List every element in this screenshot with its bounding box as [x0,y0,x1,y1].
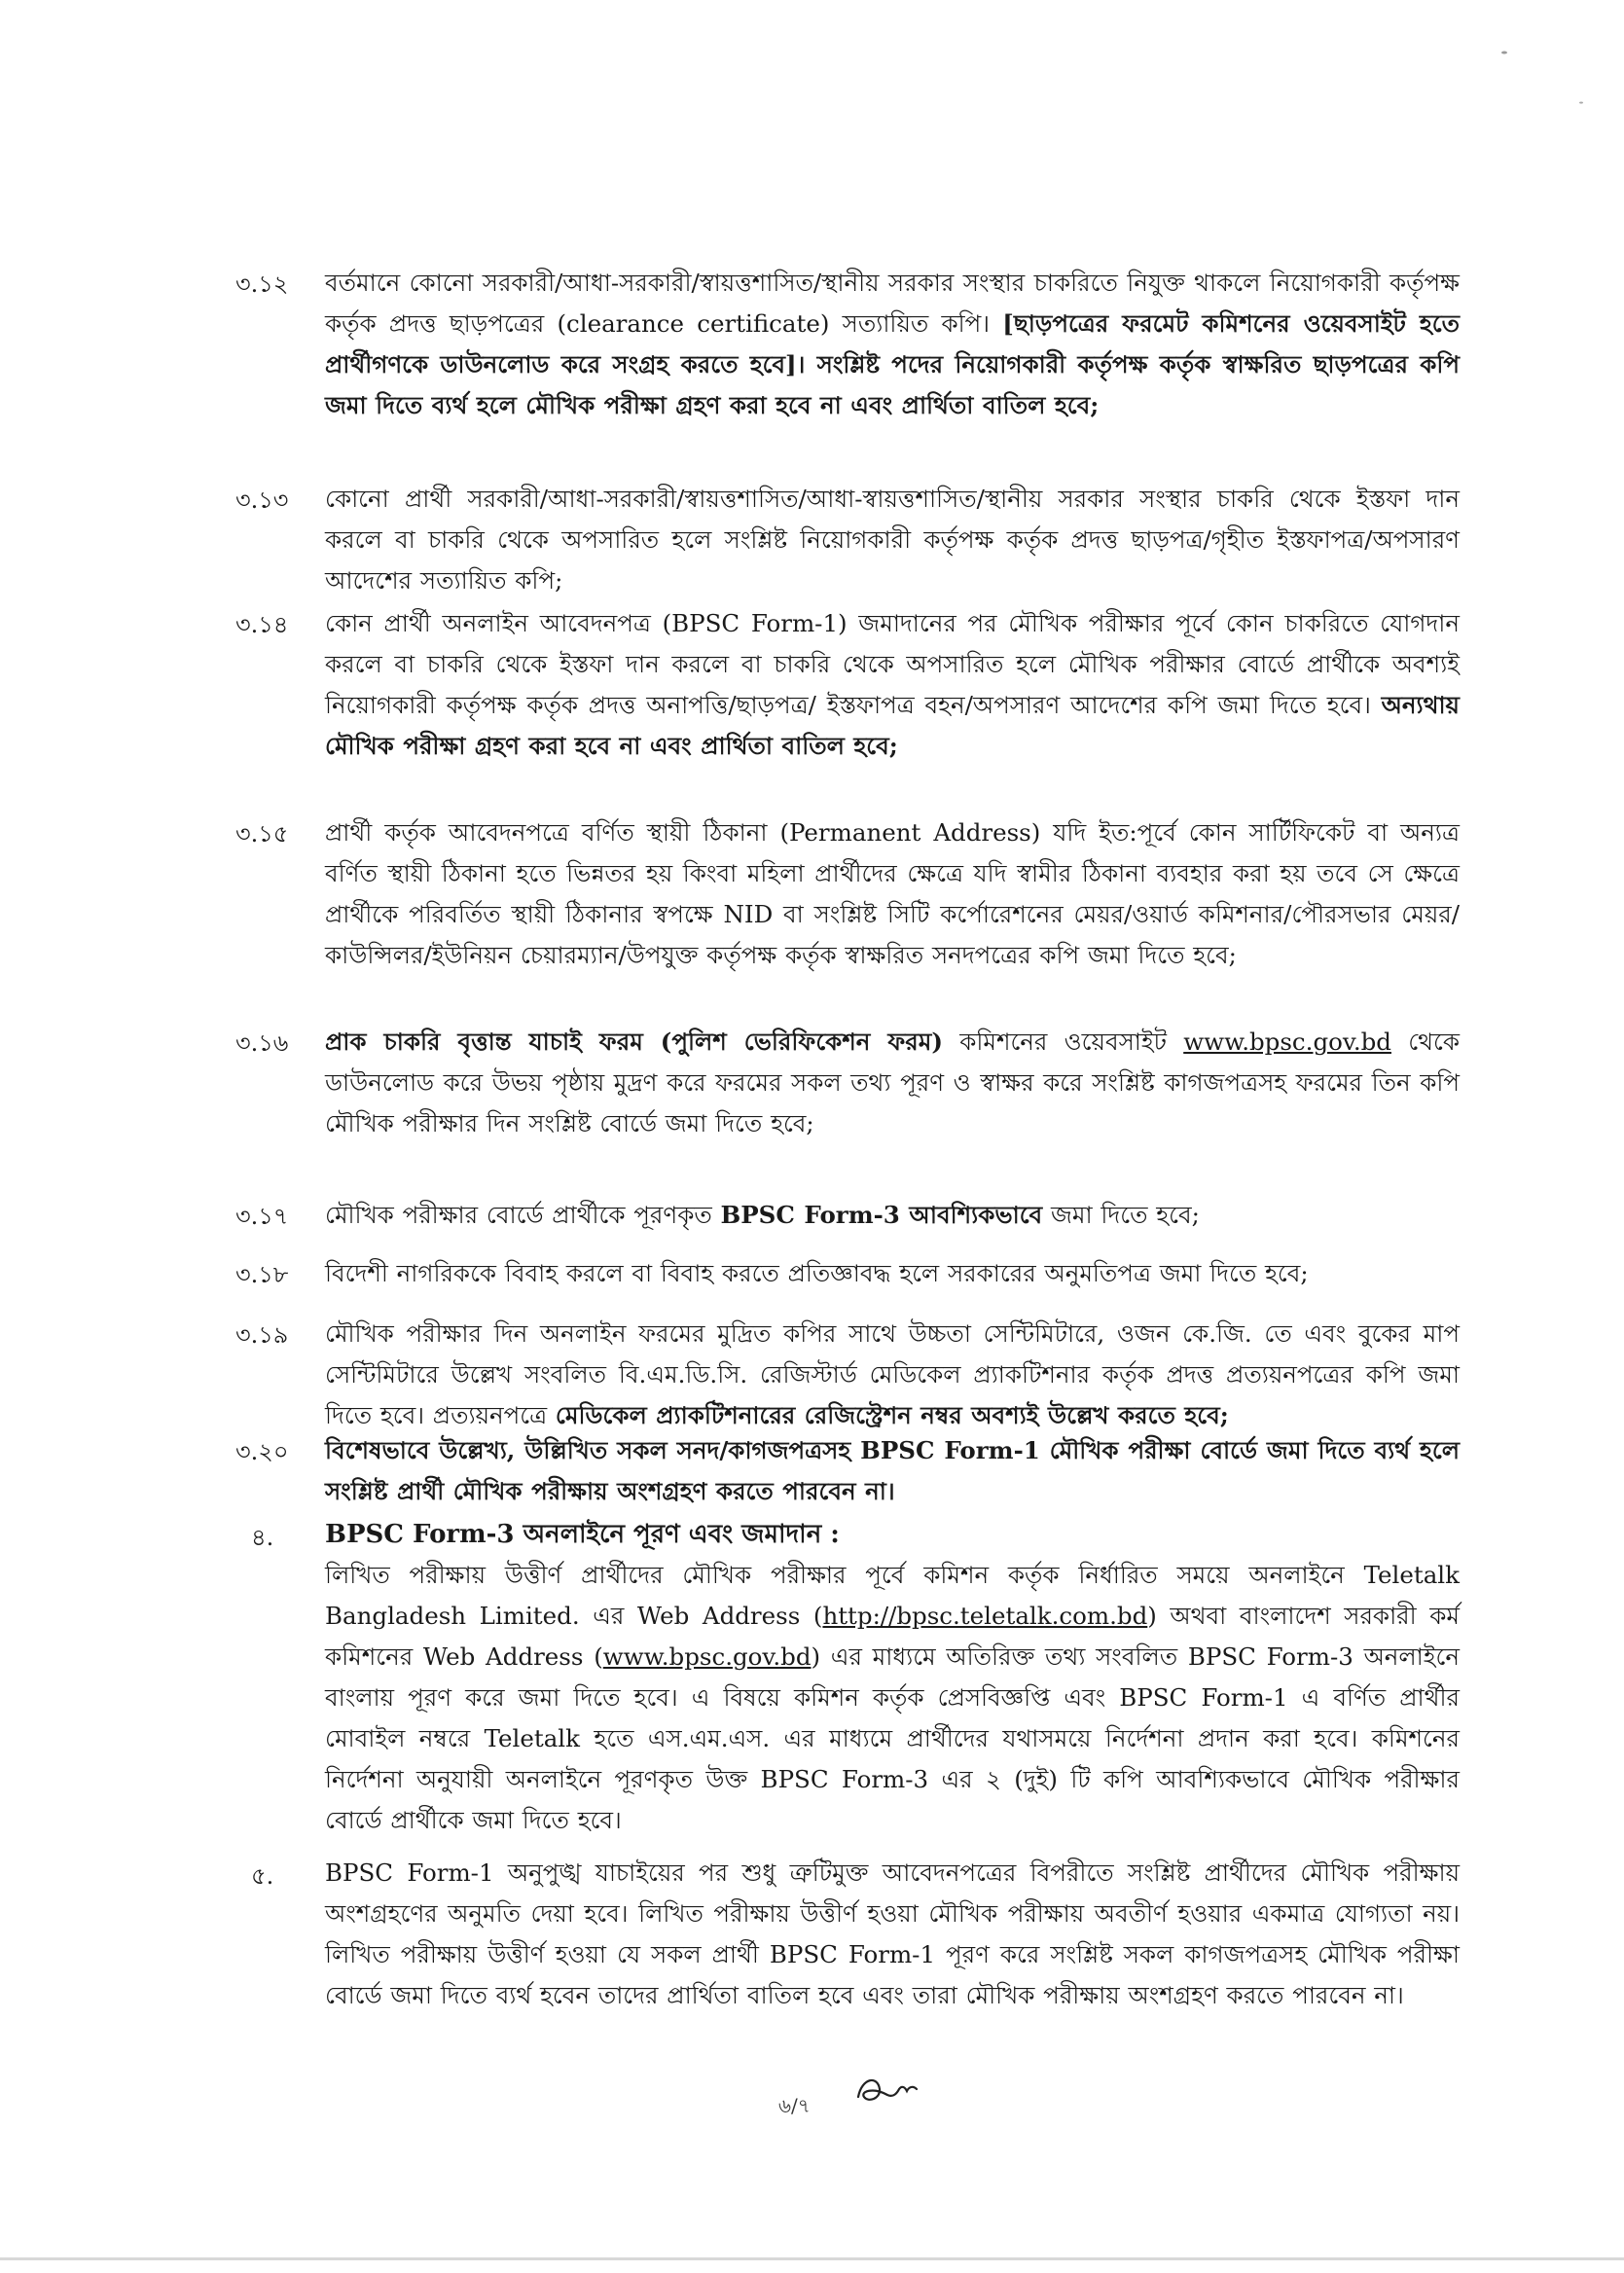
clause-3-14 [235,603,1460,767]
clause-text: বিশেষভাবে উল্লেখ্য, উল্লিখিত সকল সনদ/কাগজপত্রসহ BPSC Form-1 মৌখিক পরীক্ষা বোর্ডে জমা দিতে ব্যর্থ হলে সংশ্লিষ্ট প্রার্থী মৌখিক পরীক্ষায় অংশগ্রহণ করতে পারবেন না। [325,1436,1460,1505]
handwritten-signature-icon [848,2068,926,2116]
section-text: লিখিত পরীক্ষায় উত্তীর্ণ প্রার্থীদের মৌখিক পরীক্ষার পূর্বে কমিশন কর্তৃক নির্ধারিত সময়ে অনলাইনে Teletalk Bangladesh Limited. এর Web Address (http://bpsc.teletalk.com.bd) অথবা বাংলাদেশ সরকারী কর্ম কমিশনের Web Address (www.bpsc.gov.bd) এর মাধ্যমে অতিরিক্ত তথ্য সংবলিত BPSC Form-3 অনলাইনে বাংলায় পূরণ করে জমা দিতে হবে। এ বিষয়ে কমিশন কর্তৃক প্রেসবিজ্ঞপ্তি এবং BPSC Form-1 এ বর্ণিত প্রার্থীর মোবাইল নম্বরে Teletalk হতে এস.এম.এস. এর মাধ্যমে প্রার্থীদের যথাসময়ে নির্দেশনা প্রদান করা হবে। কমিশনের নির্দেশনা অনুযায়ী অনলাইনে পূরণকৃত উক্ত BPSC Form-3 এর ২ (দুই) টি কপি আবশ্যিকভাবে মৌখিক পরীক্ষার বোর্ডে প্রার্থীকে জমা দিতে হবে। [325,1561,1460,1834]
website-link[interactable]: www.bpsc.gov.bd [1183,1028,1391,1056]
clause-3-12 [235,263,1460,426]
clause-number: ৩.১৭ [235,1203,289,1230]
clause-3-15 [235,812,1460,976]
clause-number: ৩.১৫ [235,820,289,848]
clause-3-17 [235,1195,1460,1236]
clause-number: ৩.১৬ [235,1029,289,1057]
scan-edge-line [0,2257,1624,2260]
clause-number: ৩.১২ [235,271,289,298]
clause-text: বিদেশী নাগরিককে বিবাহ করলে বা বিবাহ করতে প্রতিজ্ঞাবদ্ধ হলে সরকারের অনুমতিপত্র জমা দিতে হবে; [325,1259,1309,1287]
clause-text: মৌখিক পরীক্ষার বোর্ডে প্রার্থীকে পূরণকৃত BPSC Form-3 আবশ্যিকভাবে জমা দিতে হবে; [325,1201,1200,1229]
clause-text: কোনো প্রার্থী সরকারী/আধা-সরকারী/স্বায়ত্তশাসিত/আধা-স্বায়ত্তশাসিত/স্থানীয় সরকার সংস্থার চাকরি থেকে ইস্তফা দান করলে বা চাকরি থেকে অপসারিত হলে সংশ্লিষ্ট নিয়োগকারী কর্তৃপক্ষ কর্তৃক প্রদত্ত ছাড়পত্র/গৃহীত ইস্তফাপত্র/অপসারণ আদেশের সত্যায়িত কপি; [325,485,1460,595]
clause-3-13 [235,479,1460,601]
section-4 [325,1514,1460,1841]
clause-number: ৩.১৯ [235,1321,289,1349]
clause-number: ৩.২০ [235,1438,289,1465]
clause-3-19 [235,1314,1460,1436]
teletalk-link[interactable]: http://bpsc.teletalk.com.bd [822,1602,1148,1630]
website-link[interactable]: www.bpsc.gov.bd [602,1642,812,1671]
clause-number: ৩.১৪ [235,611,289,638]
clause-text: কোন প্রার্থী অনলাইন আবেদনপত্র (BPSC Form-1) জমাদানের পর মৌখিক পরীক্ষার পূর্বে কোন চাকরিতে যোগদান করলে বা চাকরি থেকে ইস্তফা দান করলে বা চাকরি থেকে অপসারিত হলে মৌখিক পরীক্ষার বোর্ডে প্রার্থীকে অবশ্যই নিয়োগকারী কর্তৃপক্ষ কর্তৃক প্রদত্ত অনাপত্তি/ছাড়পত্র/ ইস্তফাপত্র বহন/অপসারণ আদেশের কপি জমা দিতে হবে। অন্যথায় মৌখিক পরীক্ষা গ্রহণ করা হবে না এবং প্রার্থিতা বাতিল হবে; [325,609,1460,760]
scan-speck-icon [1500,51,1508,54]
clause-text: বর্তমানে কোনো সরকারী/আধা-সরকারী/স্বায়ত্তশাসিত/স্থানীয় সরকার সংস্থার চাকরিতে নিযুক্ত থাকলে নিয়োগকারী কর্তৃপক্ষ কর্তৃক প্রদত্ত ছাড়পত্রের (clearance certificate) সত্যায়িত কপি। [ছাড়পত্রের ফরমেট কমিশনের ওয়েবসাইট হতে প্রার্থীগণকে ডাউনলোড করে সংগ্রহ করতে হবে]। সংশ্লিষ্ট পদের নিয়োগকারী কর্তৃপক্ষ কর্তৃক স্বাক্ষরিত ছাড়পত্রের কপি জমা দিতে ব্যর্থ হলে মৌখিক পরীক্ষা গ্রহণ করা হবে না এবং প্রার্থিতা বাতিল হবে; [325,269,1460,419]
section-text: BPSC Form-1 অনুপুঙ্খ যাচাইয়ের পর শুধু ত্রুটিমুক্ত আবেদনপত্রের বিপরীতে সংশ্লিষ্ট প্রার্থীদের মৌখিক পরীক্ষায় অংশগ্রহণের অনুমতি দেয়া হবে। লিখিত পরীক্ষায় উত্তীর্ণ হওয়া মৌখিক পরীক্ষায় অবতীর্ণ হওয়ার একমাত্র যোগ্যতা নয়। লিখিত পরীক্ষায় উত্তীর্ণ হওয়া যে সকল প্রার্থী BPSC Form-1 পূরণ করে সংশ্লিষ্ট সকল কাগজপত্রসহ মৌখিক পরীক্ষা বোর্ডে জমা দিতে ব্যর্থ হবেন তাদের প্রার্থিতা বাতিল হবে এবং তারা মৌখিক পরীক্ষায় অংশগ্রহণ করতে পারবেন না। [325,1858,1460,2009]
section-heading: BPSC Form-3 অনলাইনে পূরণ এবং জমাদান : [325,1520,840,1549]
clause-number: ৩.১৮ [235,1261,289,1288]
clause-text: মৌখিক পরীক্ষার দিন অনলাইন ফরমের মুদ্রিত কপির সাথে উচ্চতা সেন্টিমিটারে, ওজন কে.জি. তে এবং বুকের মাপ সেন্টিমিটারে উল্লেখ সংবলিত বি.এম.ডি.সি. রেজিস্টার্ড মেডিকেল প্র্যাকটিশনার কর্তৃক প্রদত্ত প্রত্যয়নপত্রের কপি জমা দিতে হবে। প্রত্যয়নপত্রে মেডিকেল প্র্যাকটিশনারের রেজিস্ট্রেশন নম্বর অবশ্যই উল্লেখ করতে হবে; [325,1319,1460,1429]
page-number: ৬/৭ [778,2094,811,2117]
clause-text: প্রাক চাকরি বৃত্তান্ত যাচাই ফরম (পুলিশ ভেরিফিকেশন ফরম) কমিশনের ওয়েবসাইট www.bpsc.gov.bd থেকে ডাউনলোড করে উভয় পৃষ্ঠায় মুদ্রণ করে ফরমের সকল তথ্য পূরণ ও স্বাক্ষর করে সংশ্লিষ্ট কাগজপত্রসহ ফরমের তিন কপি মৌখিক পরীক্ষার দিন সংশ্লিষ্ট বোর্ডে জমা দিতে হবে; [325,1028,1460,1137]
section-number: ৫. [251,1862,274,1890]
scan-speck-icon [1578,101,1584,104]
clause-3-16 [235,1022,1460,1144]
clause-3-20 [235,1430,1460,1512]
clause-text: প্রার্থী কর্তৃক আবেদনপত্রে বর্ণিত স্থায়ী ঠিকানা (Permanent Address) যদি ইত:পূর্বে কোন সার্টিফিকেট বা অন্যত্র বর্ণিত স্থায়ী ঠিকানা হতে ভিন্নতর হয় কিংবা মহিলা প্রার্থীদের ক্ষেত্রে যদি স্বামীর ঠিকানা ব্যবহার করা হয় তবে সে ক্ষেত্রে প্রার্থীকে পরিবর্তিত স্থায়ী ঠিকানার স্বপক্ষে NID বা সংশ্লিষ্ট সিটি কর্পোরেশনের মেয়র/ওয়ার্ড কমিশনার/পৌরসভার মেয়র/কাউন্সিলর/ইউনিয়ন চেয়ারম্যান/উপযুক্ত কর্তৃপক্ষ কর্তৃক স্বাক্ষরিত সনদপত্রের কপি জমা দিতে হবে; [325,818,1460,969]
section-number: ৪. [251,1524,274,1551]
clause-number: ৩.১৩ [235,487,289,514]
clause-3-18 [235,1253,1460,1294]
section-5 [325,1853,1460,2016]
